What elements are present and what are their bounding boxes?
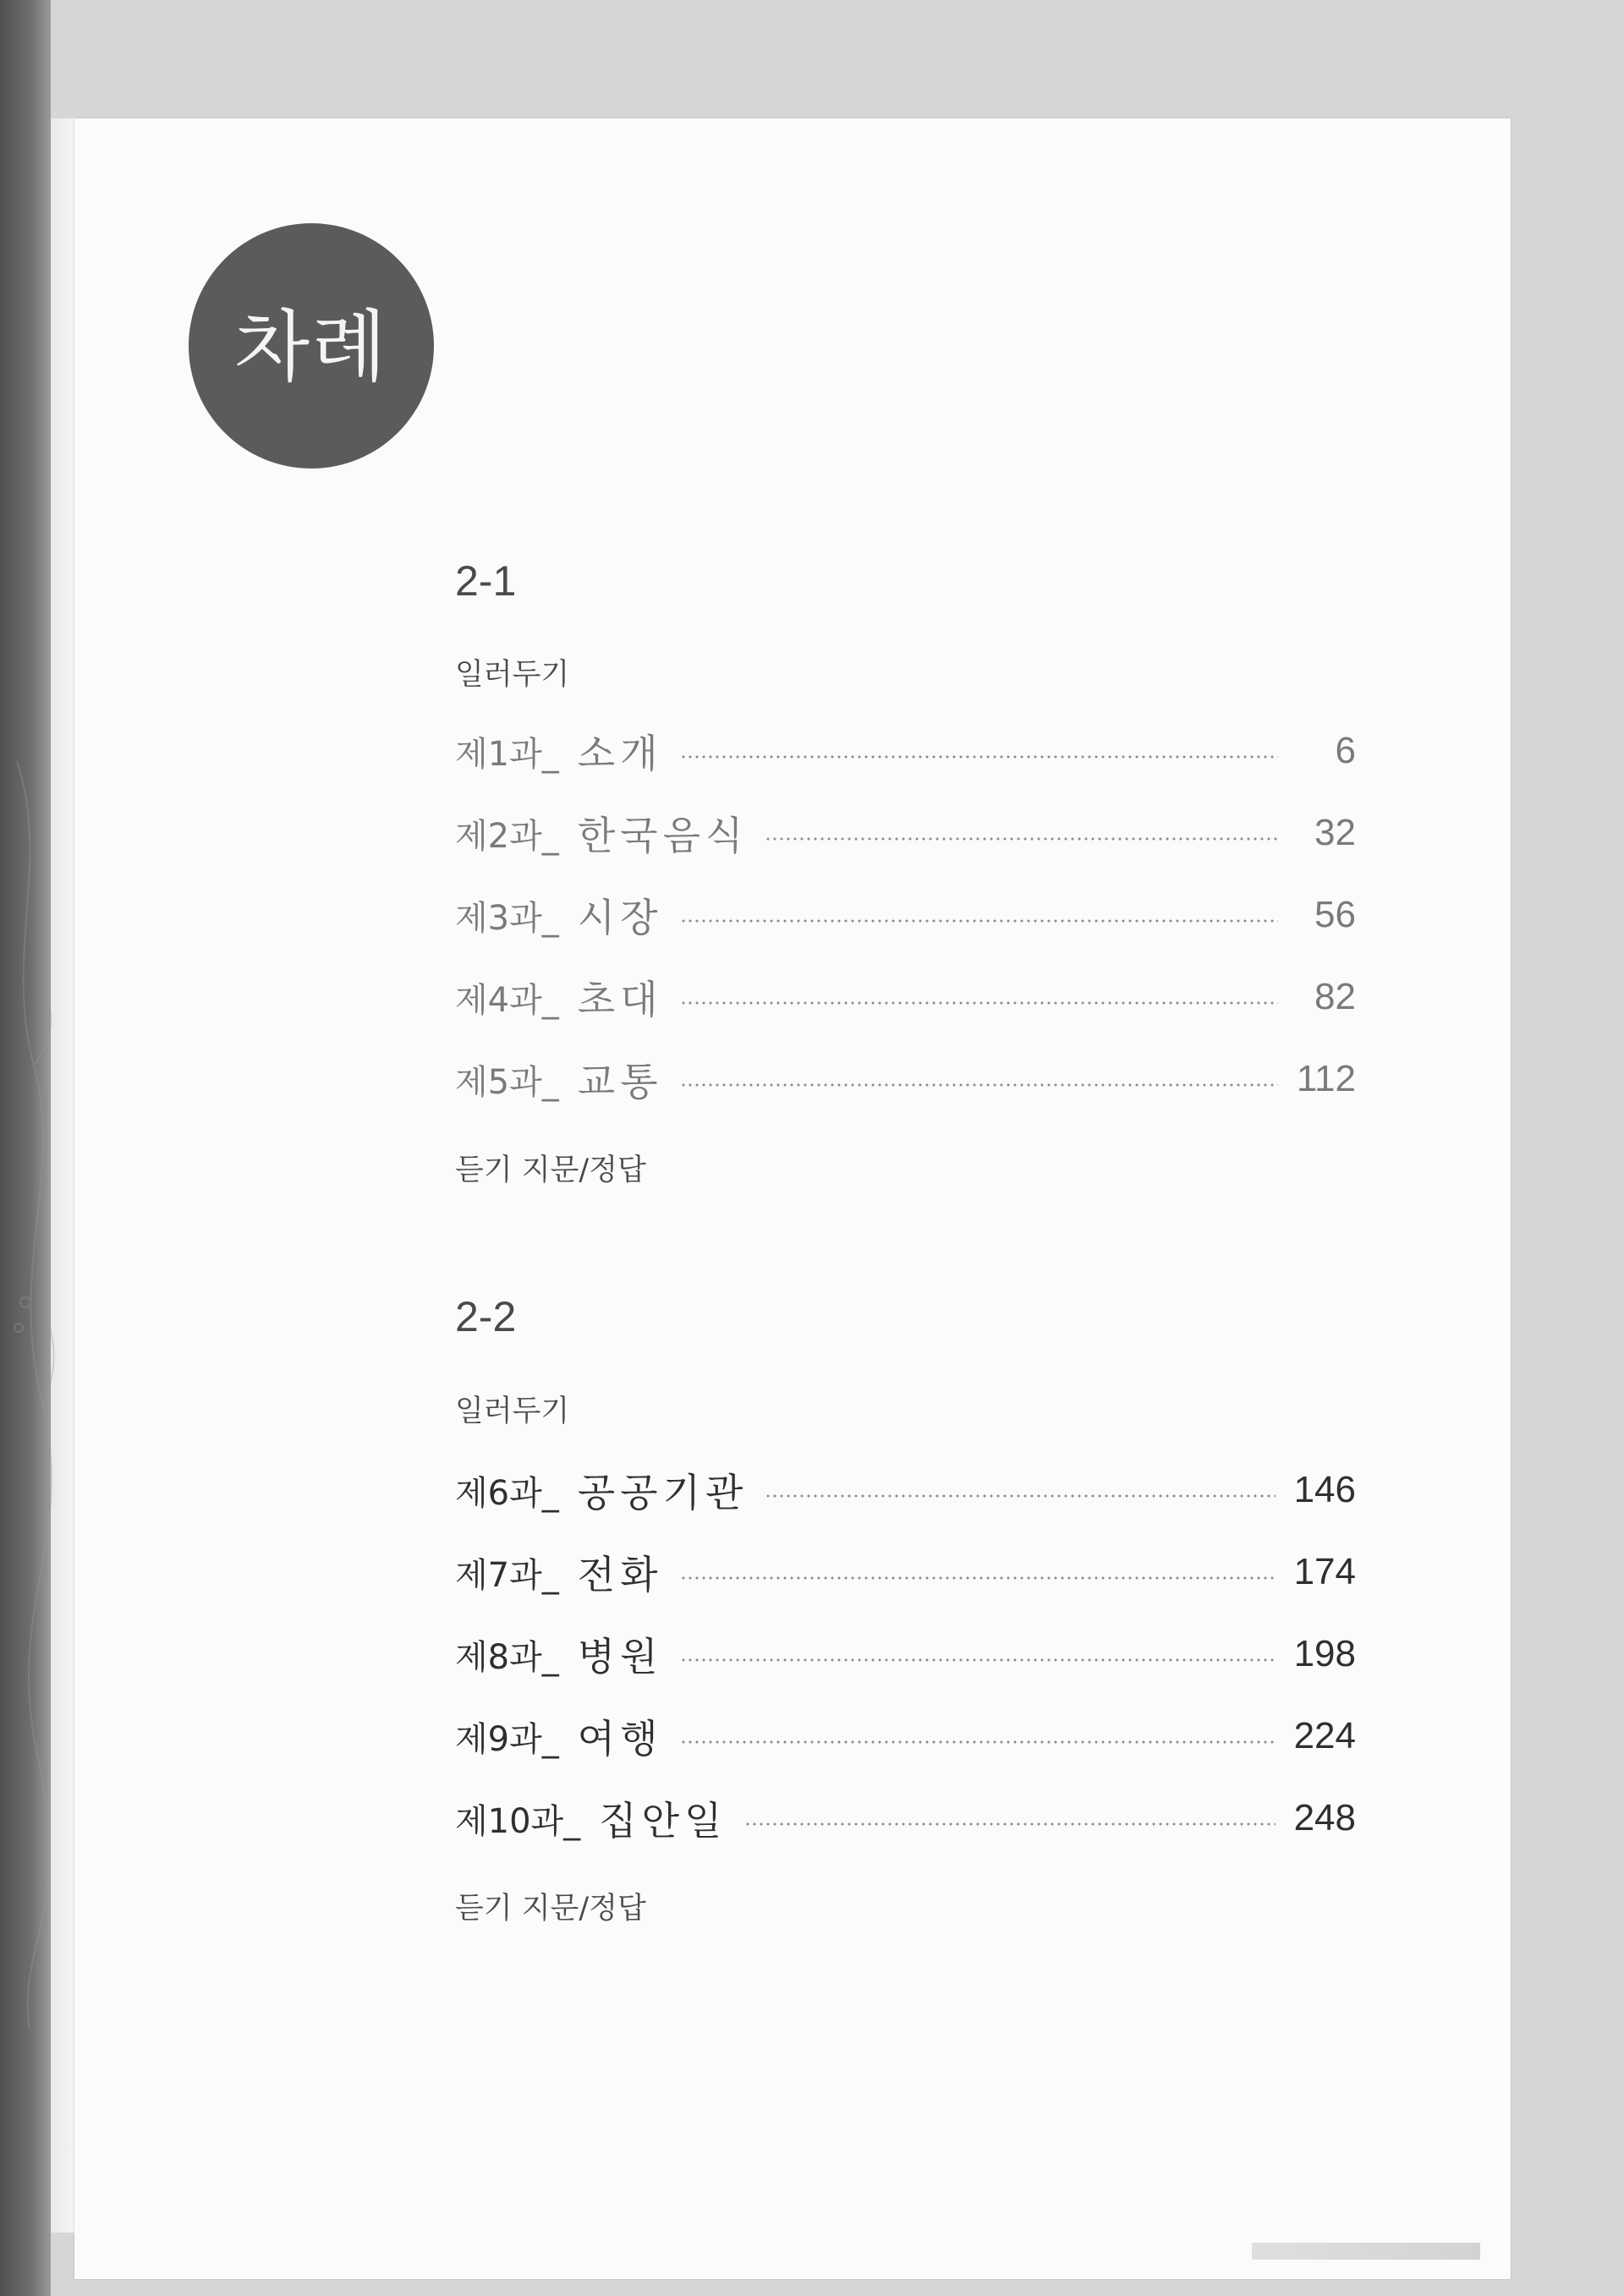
chapter-title: 시장 (577, 895, 663, 940)
chapter-title: 공공기관 (577, 1470, 749, 1515)
toc-entry[interactable] (455, 1707, 1356, 1766)
chapter-number: 제6과_ (455, 1473, 559, 1513)
chapter-title: 병원 (577, 1634, 663, 1680)
section-outro-2-2: 듣기 지문/정답 (455, 1892, 646, 1926)
page-number: 82 (1314, 976, 1356, 1017)
chapter-number: 제5과_ (455, 1062, 559, 1102)
decorative-floral-illustration (0, 761, 59, 2030)
page-number: 198 (1293, 1633, 1356, 1674)
dot-leader (765, 1494, 1275, 1498)
chapter-title: 집안일 (599, 1798, 727, 1844)
page-number: 174 (1293, 1551, 1356, 1592)
toc-entry[interactable] (455, 1625, 1356, 1684)
chapter-number: 제3과_ (455, 898, 559, 938)
page-number: 56 (1314, 894, 1356, 935)
section-outro-2-1: 듣기 지문/정답 (455, 1153, 646, 1187)
title-badge (189, 223, 434, 469)
chapter-number: 제1과_ (455, 734, 559, 774)
toc-entry[interactable] (455, 1460, 1356, 1520)
chapter-number: 제8과_ (455, 1637, 559, 1677)
toc-entry[interactable] (455, 967, 1356, 1027)
page-number: 146 (1293, 1469, 1356, 1510)
page-number: 248 (1293, 1797, 1356, 1838)
chapter-title: 초대 (577, 977, 663, 1022)
chapter-number: 제9과_ (455, 1719, 559, 1759)
chapter-title: 소개 (577, 731, 663, 776)
dot-leader (680, 1001, 1278, 1005)
dot-leader (680, 1658, 1276, 1662)
chapter-title: 한국음식 (577, 813, 749, 858)
toc-entry[interactable] (455, 1049, 1356, 1109)
chapter-number: 제10과_ (455, 1801, 581, 1841)
dot-leader (680, 755, 1278, 759)
dot-leader (680, 1740, 1276, 1744)
section-intro-2-1: 일러두기 (455, 658, 570, 692)
toc-entry[interactable] (455, 1789, 1356, 1848)
toc-entry[interactable] (455, 1543, 1356, 1602)
page-number: 224 (1293, 1715, 1356, 1756)
dot-leader (680, 919, 1278, 923)
chapter-number: 제4과_ (455, 980, 559, 1020)
section-heading-2-2: 2-2 (455, 1293, 517, 1340)
dot-leader (744, 1822, 1276, 1826)
chapter-title: 전화 (577, 1552, 663, 1597)
dot-leader (765, 837, 1278, 841)
page-number: 112 (1296, 1058, 1356, 1099)
toc-entry[interactable] (455, 721, 1356, 781)
dot-leader (680, 1083, 1278, 1087)
toc-entry[interactable] (455, 803, 1356, 863)
toc-entry[interactable] (455, 885, 1356, 945)
footer-running-mark (1252, 2243, 1480, 2260)
chapter-number: 제2과_ (455, 816, 559, 856)
page-number: 32 (1314, 812, 1356, 853)
chapter-number: 제7과_ (455, 1555, 559, 1595)
chapter-title: 여행 (577, 1716, 663, 1762)
section-intro-2-2: 일러두기 (455, 1395, 570, 1428)
chapter-title: 교통 (577, 1059, 663, 1104)
section-heading-2-1: 2-1 (455, 557, 517, 605)
dot-leader (680, 1576, 1276, 1580)
page-number: 6 (1335, 730, 1356, 771)
page-title: 차례 (234, 302, 388, 392)
